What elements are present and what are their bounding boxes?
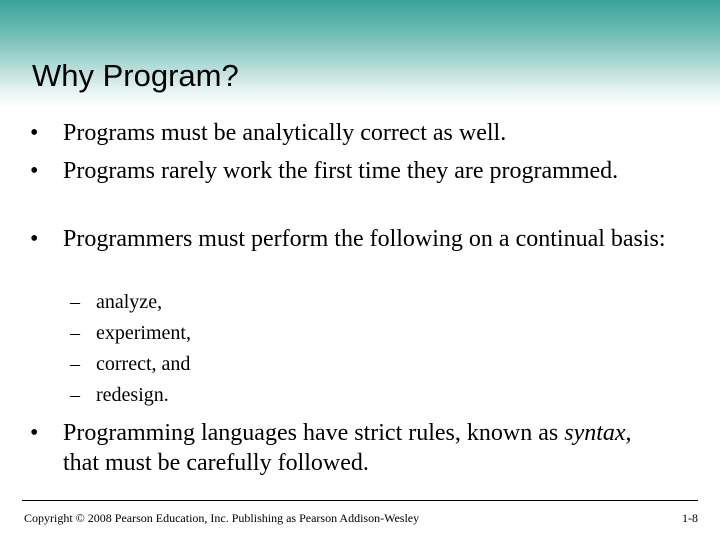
bullet-text: Programs must be analytically correct as well. [63, 120, 507, 146]
dash-mark: – [70, 322, 80, 344]
dash-mark: – [70, 353, 80, 375]
bullet-item [30, 118, 670, 148]
sub-item-text: redesign. [96, 384, 169, 406]
sub-item-text: correct, and [96, 353, 191, 375]
bullet-text: Programs rarely work the first time they are programmed. [63, 158, 619, 184]
dash-mark: – [70, 384, 80, 406]
bullet-mark: • [30, 420, 39, 446]
syntax-term: syntax [564, 420, 626, 446]
bullet-item [30, 418, 670, 478]
sub-list-item [70, 290, 162, 314]
footer-divider [22, 500, 698, 501]
sub-item-text: experiment, [96, 322, 191, 344]
sub-list-item [70, 383, 169, 407]
sub-item-text: analyze, [96, 291, 163, 313]
bullet-item [30, 224, 670, 254]
footer-copyright: Copyright © 2008 Pearson Education, Inc. Publishing as Pearson Addison-Wesley [24, 511, 420, 525]
slide-title: Why Program? [32, 58, 239, 93]
sub-list-item [70, 321, 191, 345]
bullet-mark: • [30, 226, 39, 252]
bullet-text-prefix: Programming languages have strict rules, known as [63, 420, 559, 446]
bullet-mark: • [30, 158, 39, 184]
bullet-text [63, 418, 670, 478]
sub-list-item [70, 352, 190, 376]
bullet-mark: • [30, 120, 39, 146]
page-number: 1-8 [682, 511, 698, 525]
bullet-text: Programmers must perform the following on a continual basis: [63, 226, 666, 252]
bullet-text-suffix: , that must be carefully followed. [63, 420, 632, 476]
dash-mark: – [70, 291, 80, 313]
bullet-item [30, 156, 670, 186]
